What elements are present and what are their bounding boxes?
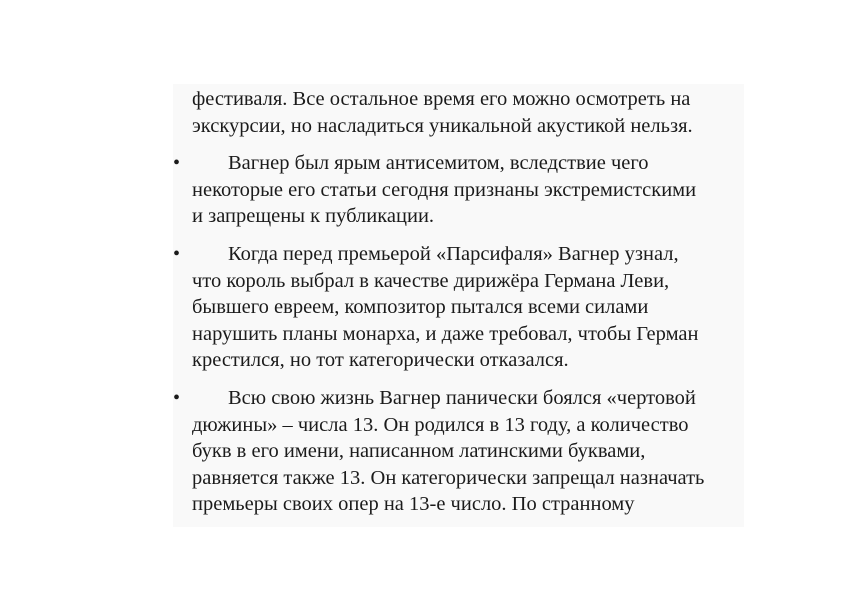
paragraph-text: Всю свою жизнь Вагнер панически боялся «чертовой дюжины» – числа 13. Он родился в 13 году, а количество букв в его имени, написанном латинскими буквами, равняется также 13. Он категорически запрещал назначать премьеры своих опер на 13-е число. По странному — [192, 386, 705, 516]
bullet-icon: • — [173, 386, 181, 409]
paragraph-text: Вагнер был ярым антисемитом, вследствие чего некоторые его статьи сегодня признаны экстремистскими и запрещены к публикации. — [192, 152, 697, 228]
bullet-paragraph — [173, 150, 742, 230]
paragraph-text: фестиваля. Все остальное время его можно осмотреть на экскурсии, но насладиться уникальной акустикой нельзя. — [192, 88, 693, 137]
paragraph-continuation — [192, 86, 742, 139]
document-text-panel — [173, 84, 744, 527]
paragraph-text: Когда перед премьерой «Парсифаля» Вагнер узнал, что король выбрал в качестве дирижёра Германа Леви, бывшего евреем, композитор пытался всеми силами нарушить планы монарха, и даже требовал, чтобы Герман крестился, но тот категорически отказался. — [192, 242, 699, 372]
bullet-paragraph — [173, 241, 742, 374]
document-content — [173, 86, 742, 527]
bullet-paragraph — [173, 385, 742, 518]
bullet-icon: • — [173, 242, 181, 265]
bullet-icon: • — [173, 152, 181, 175]
